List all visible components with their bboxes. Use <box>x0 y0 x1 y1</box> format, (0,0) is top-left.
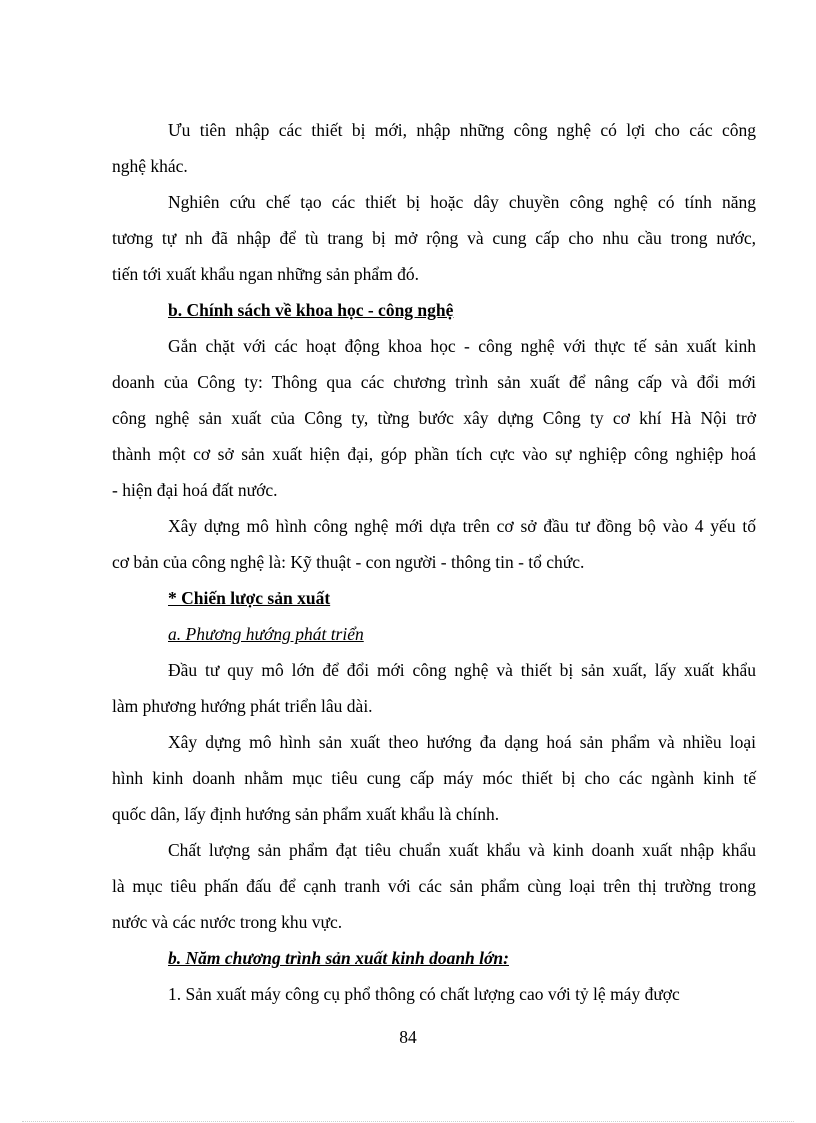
body-line: Đầu tư quy mô lớn để đổi mới công nghệ và thiết bị sản xuất, lấy xuất khẩu <box>168 660 756 680</box>
programs-heading-text: b. Năm chương trình sản xuất kinh doanh lớn: <box>168 948 509 968</box>
body-line: Gắn chặt với các hoạt động khoa học - công nghệ với thực tế sản xuất kinh <box>168 336 756 356</box>
body-line: Xây dựng mô hình sản xuất theo hướng đa dạng hoá sản phẩm và nhiều loại <box>168 732 756 752</box>
body-line: nghệ khác. <box>112 156 188 176</box>
body-line: làm phương hướng phát triển lâu dài. <box>112 696 373 716</box>
body-line: Xây dựng mô hình công nghệ mới dựa trên cơ sở đầu tư đồng bộ vào 4 yếu tố <box>168 516 756 536</box>
body-line: Chất lượng sản phẩm đạt tiêu chuẩn xuất khẩu và kinh doanh xuất nhập khẩu <box>168 840 756 860</box>
body-line: cơ bản của công nghệ là: Kỹ thuật - con người - thông tin - tổ chức. <box>112 552 585 572</box>
page-number: 84 <box>399 1027 417 1047</box>
body-line: công nghệ sản xuất của Công ty, từng bước xây dựng Công ty cơ khí Hà Nội trở <box>112 408 756 428</box>
section-heading-text: b. Chính sách về khoa học - công nghệ <box>168 300 454 320</box>
page-bottom-divider <box>22 1121 794 1122</box>
body-line: là mục tiêu phấn đấu để cạnh tranh với các sản phẩm cùng loại trên thị trường trong <box>112 876 756 896</box>
programs-heading <box>168 948 756 968</box>
subheading <box>168 624 756 644</box>
section-heading <box>168 300 756 320</box>
subheading-text: a. Phương hướng phát triển <box>168 624 364 644</box>
body-line: Nghiên cứu chế tạo các thiết bị hoặc dây chuyền công nghệ có tính năng <box>168 192 756 212</box>
body-line: - hiện đại hoá đất nước. <box>112 480 278 500</box>
body-line: tiến tới xuất khẩu ngan những sản phẩm đó. <box>112 264 419 284</box>
strategy-heading-text: * Chiến lược sản xuất <box>168 588 331 608</box>
body-line: Ưu tiên nhập các thiết bị mới, nhập những công nghệ có lợi cho các công <box>168 120 756 140</box>
body-line: doanh của Công ty: Thông qua các chương trình sản xuất để nâng cấp và đổi mới <box>112 372 756 392</box>
strategy-heading <box>168 588 756 608</box>
body-line: 1. Sản xuất máy công cụ phổ thông có chất lượng cao với tỷ lệ máy được <box>168 984 680 1004</box>
body-line: nước và các nước trong khu vực. <box>112 912 343 932</box>
body-line: thành một cơ sở sản xuất hiện đại, góp phần tích cực vào sự nghiệp công nghiệp hoá <box>112 444 756 464</box>
body-line: quốc dân, lấy định hướng sản phẩm xuất khẩu là chính. <box>112 804 500 824</box>
body-line: hình kinh doanh nhằm mục tiêu cung cấp máy móc thiết bị cho các ngành kinh tế <box>112 768 756 788</box>
body-line: tương tự nh đã nhập để tù trang bị mở rộng và cung cấp cho nhu cầu trong nước, <box>112 228 756 248</box>
